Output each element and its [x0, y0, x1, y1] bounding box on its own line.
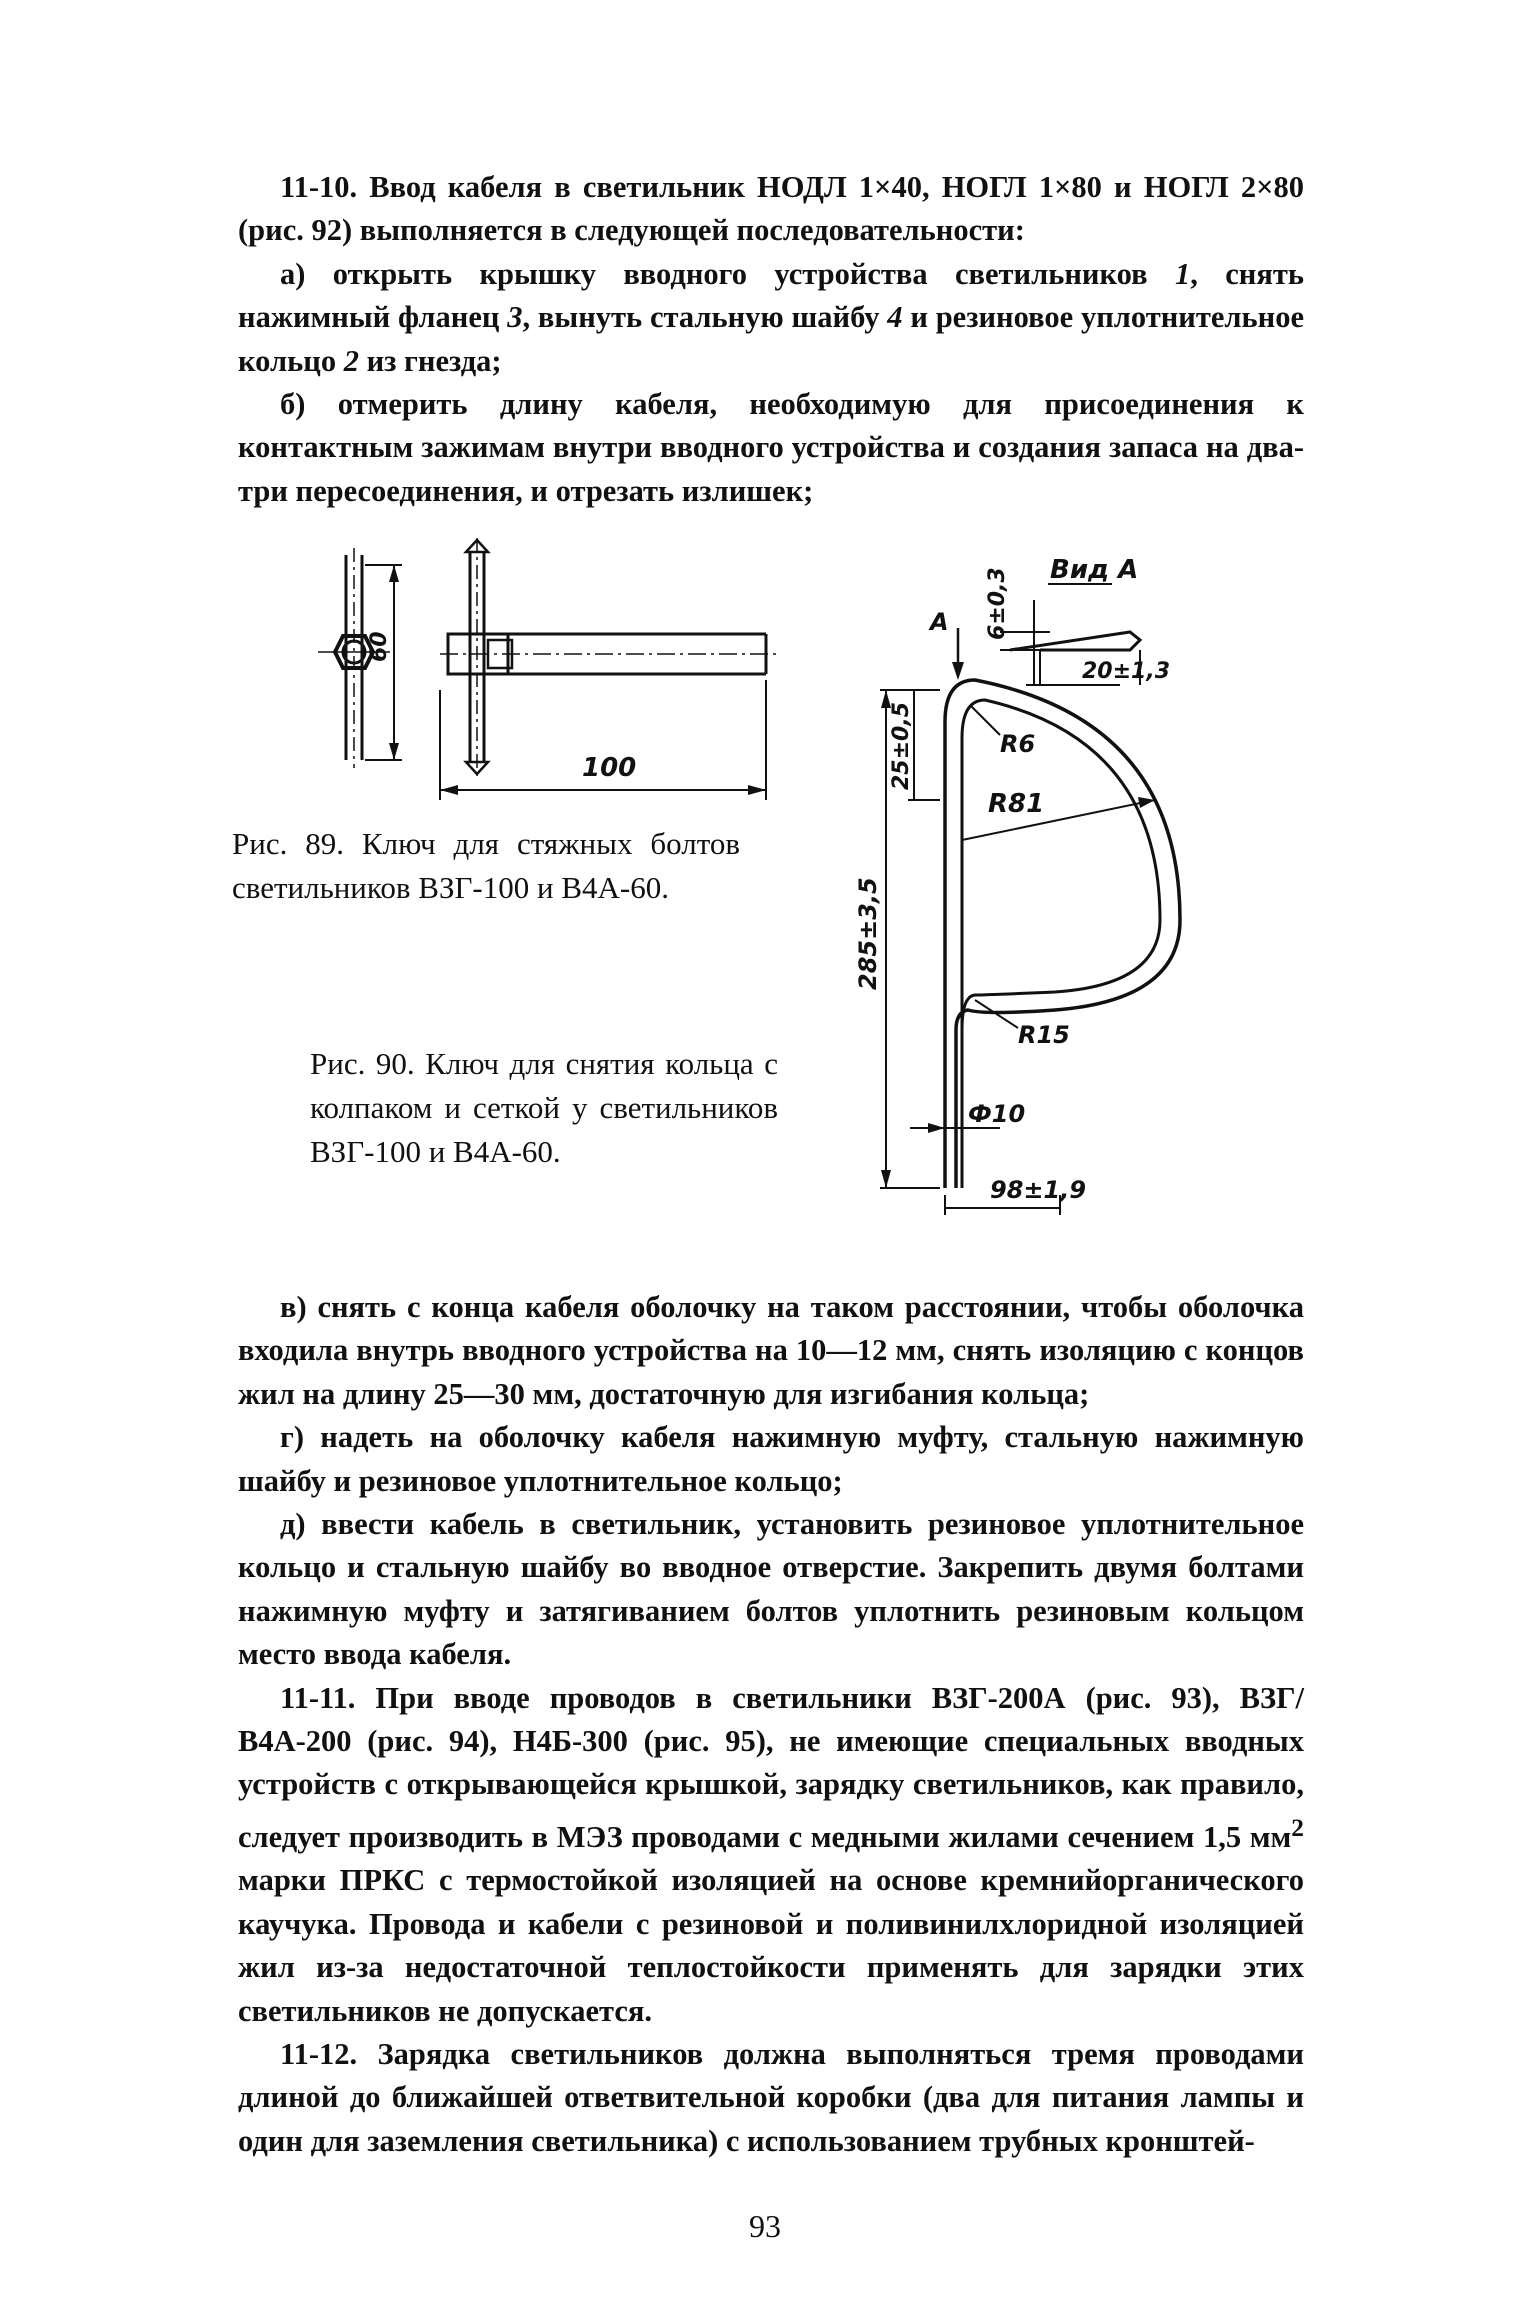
fig90-drawing — [880, 600, 1180, 1215]
list-item-g: г) надеть на оболочку кабеля нажимную муфту, стальную нажимную шайбу и резиновое уплотнительное кольцо; — [238, 1420, 1304, 1498]
fig90-dim-285: 285±3,5 — [854, 877, 882, 990]
fig90-arrow-label: А — [930, 608, 949, 636]
list-item-b: б) отмерить длину кабеля, необходимую для присоединения к контактным зажимам внутри вводного устройства и создания запаса на два-три пересоединения, и отрезать излишек; — [238, 387, 1304, 508]
section-number: 11-10. — [280, 170, 358, 204]
fig90-r81: R81 — [988, 789, 1045, 819]
fig90-caption: Рис. 90. Ключ для снятия кольца с колпаком и сеткой у светильников ВЗГ-100 и В4А-60. — [310, 1046, 778, 1169]
fig90-dim-98: 98±1,9 — [990, 1176, 1087, 1204]
fig90-r15: R15 — [1018, 1021, 1070, 1049]
list-item-v: в) снять с конца кабеля оболочку на таком расстоянии, чтобы оболочка входила внутрь вводного устройства на 10—12 мм, снять изоляцию с концов жил на длину 25—30 мм, достаточную для изгибания кольца; — [238, 1290, 1304, 1411]
fig89-dim-60: 60 — [367, 631, 392, 662]
list-item-d: д) ввести кабель в светильник, установить резиновое уплотнительное кольцо и стальную шайбу во вводное отверстие. Закрепить двумя болтами нажимную муфту и затягиванием болтов уплотнить резиновым кольцом место ввода кабеля. — [238, 1507, 1304, 1672]
page-number: 93 — [749, 2208, 781, 2244]
fig90-view-label: Вид А — [1050, 555, 1139, 585]
paragraph-11-12: 11-12. Зарядка светильников должна выполняться тремя проводами длиной до ближайшей ответвительной коробки (два для питания лампы и один для заземления светильника) с использованием трубных кронштей- — [238, 2037, 1304, 2158]
fig90-r6: R6 — [1000, 730, 1036, 758]
fig90-phi10: Ф10 — [968, 1100, 1026, 1128]
fig90-dim-20: 20±1,3 — [1082, 659, 1171, 684]
list-item-a: а) открыть крышку вводного устройства светильников 1, снять нажимный фланец 3, вынуть стальную шайбу 4 и резиновое уплотнительное кольцо 2 из гнезда; — [238, 256, 1304, 378]
fig89-caption: Рис. 89. Ключ для стяжных болтов светильников ВЗГ-100 и В4А-60. — [232, 826, 740, 905]
bottom-text-block — [238, 1286, 1304, 2163]
paragraph-11-10: 11-10. Ввод кабеля в светильник НОДЛ 1×40, НОГЛ 1×80 и НОГЛ 2×80 (рис. 92) выполняется в следующей последовательности: — [238, 170, 1304, 248]
fig89-dim-100: 100 — [582, 753, 637, 783]
fig90-dim-6: 6±0,3 — [985, 567, 1010, 640]
fig90-dim-25: 25±0,5 — [889, 701, 914, 790]
paragraph-11-11: 11-11. При вводе проводов в светильники ВЗГ-200А (рис. 93), ВЗГ/В4А-200 (рис. 94), Н4Б-300 (рис. 95), не имеющие специальных вводных устройств с открывающейся крышкой, зарядку светильников, как правило, следует производить в МЭЗ проводами с медными жилами сечением 1,5 $мм^2$ марки ПРКС с термостойкой изоляцией на основе кремнийорганического каучука. Провода и кабели с резиновой и поливинилхлоридной изоляцией жил из-за недостаточной теплостойкости применять для зарядки этих светильников не допускается. — [238, 1680, 1304, 2028]
fig89-drawing — [318, 538, 780, 800]
